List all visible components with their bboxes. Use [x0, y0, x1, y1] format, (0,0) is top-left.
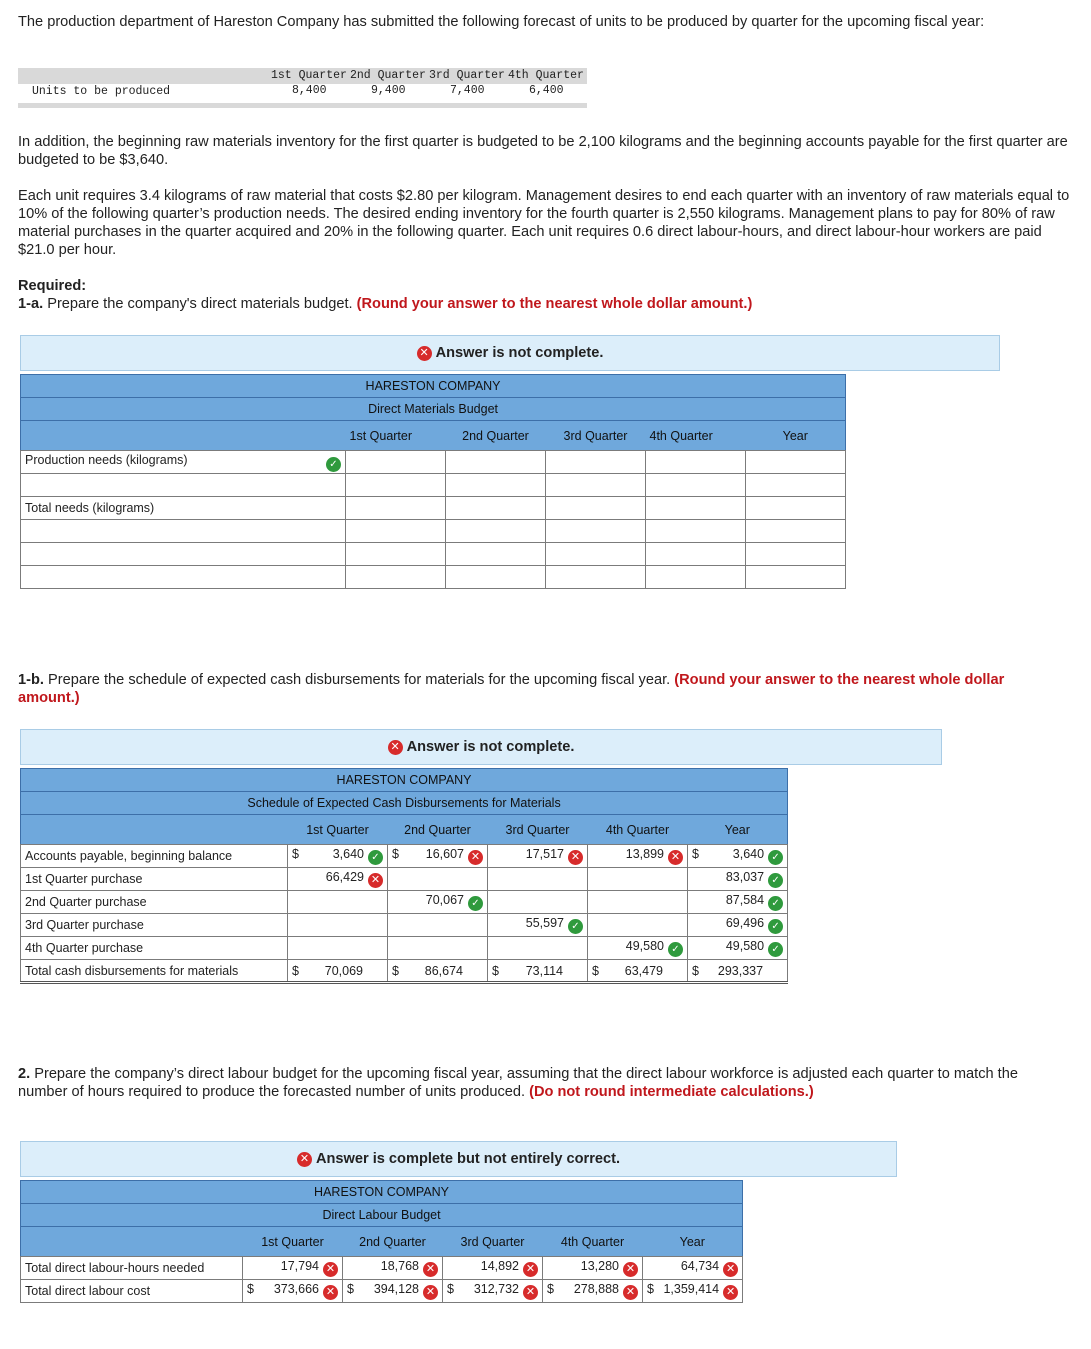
forecast-value-q4: 6,400	[529, 84, 564, 97]
dm-input[interactable]	[446, 451, 546, 474]
forecast-value-q2: 9,400	[371, 84, 406, 97]
dl-cell[interactable]	[443, 1257, 543, 1280]
cd-ap-q2: 16,607	[425, 847, 464, 861]
dl-header-year: Year	[643, 1227, 743, 1257]
forecast-value-q3: 7,400	[450, 84, 485, 97]
x-circle-icon: ✕	[568, 850, 583, 865]
dm-input[interactable]	[546, 566, 646, 589]
check-icon: ✓	[768, 942, 783, 957]
dm-input[interactable]	[446, 497, 546, 520]
cd-cell[interactable]	[388, 914, 488, 937]
dl-hours-q2: 18,768	[380, 1259, 419, 1273]
cd-cell	[288, 960, 388, 983]
cd-cell[interactable]	[588, 937, 688, 960]
q1a-note: (Round your answer to the nearest whole dollar amount.)	[356, 296, 753, 312]
dollar-sign: $	[292, 847, 299, 861]
cd-total-year: 293,337	[717, 963, 764, 978]
dl-cell[interactable]	[543, 1280, 643, 1303]
cd-q1p-q1: 66,429	[325, 870, 364, 884]
cd-total-q3: 73,114	[525, 963, 563, 978]
banner-answer-not-complete-1	[20, 335, 1000, 371]
cd-header-q4: 4th Quarter	[588, 815, 688, 845]
check-icon: ✓	[768, 850, 783, 865]
dl-hours-year: 64,734	[680, 1259, 720, 1273]
check-icon: ✓	[768, 873, 783, 888]
x-circle-icon: ✕	[368, 873, 383, 888]
dl-hours-q1: 17,794	[280, 1259, 319, 1273]
question-1a	[18, 295, 1078, 313]
forecast-header-q1: 1st Quarter	[271, 69, 347, 82]
cd-cell[interactable]	[288, 914, 388, 937]
dl-label-hours: Total direct labour-hours needed	[21, 1257, 243, 1280]
dm-header-q2: 2nd Quarter	[446, 421, 546, 451]
dl-cost-year: 1,359,414	[663, 1282, 720, 1296]
dm-input[interactable]	[346, 566, 446, 589]
check-icon: ✓	[368, 850, 383, 865]
dm-input[interactable]	[646, 474, 746, 497]
dm-input[interactable]	[646, 543, 746, 566]
check-icon: ✓	[768, 919, 783, 934]
cd-cell[interactable]	[488, 891, 588, 914]
dollar-sign: $	[447, 1282, 454, 1296]
dm-row-label[interactable]	[21, 566, 346, 589]
check-icon: ✓	[468, 896, 483, 911]
dollar-sign: $	[692, 847, 699, 861]
dm-company: HARESTON COMPANY	[21, 375, 846, 398]
cd-cell[interactable]	[388, 845, 488, 868]
dollar-sign: $	[392, 963, 399, 978]
dl-cell[interactable]	[643, 1280, 743, 1303]
dm-input[interactable]	[646, 451, 746, 474]
cd-cell[interactable]	[488, 937, 588, 960]
dm-row-production-needs: Production needs (kilograms) ✓	[21, 451, 346, 474]
dm-header-year: Year	[746, 421, 846, 451]
dl-cell[interactable]	[243, 1257, 343, 1280]
q2-note: (Do not round intermediate calculations.)	[529, 1084, 814, 1100]
dl-cost-q2: 394,128	[373, 1282, 419, 1296]
dm-header-q3: 3rd Quarter	[546, 421, 646, 451]
q1b-number: 1-b.	[18, 672, 44, 688]
cd-header-q2: 2nd Quarter	[388, 815, 488, 845]
cd-cell[interactable]	[488, 914, 588, 937]
cd-q4p-q4: 49,580	[625, 939, 664, 953]
dm-input[interactable]	[546, 543, 646, 566]
x-circle-icon: ✕	[523, 1285, 538, 1300]
dm-input[interactable]	[446, 520, 546, 543]
dm-input[interactable]	[746, 451, 846, 474]
forecast-value-q1: 8,400	[292, 84, 327, 97]
cd-q4p-year: 49,580	[725, 939, 765, 953]
x-circle-icon: ✕	[668, 850, 683, 865]
dollar-sign: $	[247, 1282, 254, 1296]
dl-label-cost: Total direct labour cost	[21, 1280, 243, 1303]
dm-row-total-needs: Total needs (kilograms)	[21, 497, 346, 520]
dl-header-q2: 2nd Quarter	[343, 1227, 443, 1257]
dl-cost-q3: 312,732	[473, 1282, 519, 1296]
q1b-note: (Round your answer to the nearest whole dollar amount.)	[18, 672, 1005, 706]
cd-q2p-year: 87,584	[725, 893, 765, 907]
dollar-sign: $	[547, 1282, 554, 1296]
dollar-sign: $	[592, 963, 599, 978]
dl-cell[interactable]	[343, 1280, 443, 1303]
cd-q3p-q3: 55,597	[525, 916, 564, 930]
x-circle-icon: ✕	[423, 1262, 438, 1277]
cd-cell[interactable]	[588, 891, 688, 914]
forecast-row-label: Units to be produced	[32, 85, 171, 98]
x-circle-icon: ✕	[323, 1285, 338, 1300]
cd-cell[interactable]	[288, 868, 388, 891]
x-circle-icon: ✕	[323, 1262, 338, 1277]
dl-company: HARESTON COMPANY	[21, 1181, 743, 1204]
cd-cell[interactable]	[388, 868, 488, 891]
dollar-sign: $	[647, 1282, 654, 1296]
dm-input[interactable]	[346, 520, 446, 543]
dl-cell[interactable]	[343, 1257, 443, 1280]
cd-header-q3: 3rd Quarter	[488, 815, 588, 845]
cd-ap-q1: 3,640	[332, 847, 364, 861]
cd-label-q3-purchase: 3rd Quarter purchase	[21, 914, 288, 937]
dm-input[interactable]	[646, 520, 746, 543]
cd-cell[interactable]	[588, 914, 688, 937]
dl-hours-q4: 13,280	[580, 1259, 619, 1273]
cd-cell[interactable]	[288, 891, 388, 914]
forecast-header-q2: 2nd Quarter	[350, 69, 426, 82]
cd-label-ap: Accounts payable, beginning balance	[21, 845, 288, 868]
cd-total-q1: 70,069	[324, 963, 363, 978]
dl-cost-q4: 278,888	[573, 1282, 619, 1296]
dollar-sign: $	[347, 1282, 354, 1296]
dl-title: Direct Labour Budget	[21, 1204, 743, 1227]
check-icon: ✓	[568, 919, 583, 934]
para-requirements: Each unit requires 3.4 kilograms of raw material that costs $2.80 per kilogram. Management desires to end each quarter with an inventory of raw materials equal to 10% of the following quarter’s production needs. The desired ending inventory for the fourth quarter is 2,550 kilograms. Management plans to pay for 80% of raw material purchases in the quarter acquired and 20% in the following quarter. Each unit requires 0.6 direct labour-hours, and direct labour-hour workers are paid $21.0 per hour.	[18, 188, 1070, 258]
dl-hours-q3: 14,892	[480, 1259, 519, 1273]
dl-header-q3: 3rd Quarter	[443, 1227, 543, 1257]
cd-total-q4: 63,479	[624, 963, 663, 978]
x-circle-icon: ✕	[623, 1285, 638, 1300]
dl-cell[interactable]	[643, 1257, 743, 1280]
dm-row-label[interactable]	[21, 520, 346, 543]
banner-text: Answer is not complete.	[406, 739, 575, 755]
dm-input[interactable]	[446, 543, 546, 566]
dm-input[interactable]	[646, 497, 746, 520]
dm-header-q1: 1st Quarter	[346, 421, 446, 451]
cd-cell[interactable]	[288, 937, 388, 960]
cd-cell[interactable]	[388, 891, 488, 914]
dm-row-label[interactable]	[21, 474, 346, 497]
dl-header-q4: 4th Quarter	[543, 1227, 643, 1257]
question-1b	[18, 671, 1018, 707]
dl-cell[interactable]	[543, 1257, 643, 1280]
cash-disbursements-table	[20, 768, 788, 984]
dm-input[interactable]	[746, 520, 846, 543]
dm-header-q4: 4th Quarter	[646, 421, 746, 451]
dm-input[interactable]	[546, 497, 646, 520]
cd-cell	[688, 960, 788, 983]
cd-cell[interactable]	[688, 937, 788, 960]
cd-cell	[588, 960, 688, 983]
dm-input[interactable]	[446, 474, 546, 497]
x-circle-icon: ✕	[468, 850, 483, 865]
cd-cell[interactable]	[688, 868, 788, 891]
cd-label-q2-purchase: 2nd Quarter purchase	[21, 891, 288, 914]
banner-answer-not-complete-2	[20, 729, 942, 765]
x-circle-icon: ✕	[417, 346, 432, 361]
dm-input[interactable]	[646, 566, 746, 589]
cd-header-q1: 1st Quarter	[288, 815, 388, 845]
x-circle-icon: ✕	[388, 740, 403, 755]
cd-title: Schedule of Expected Cash Disbursements for Materials	[21, 792, 788, 815]
dm-input[interactable]	[746, 543, 846, 566]
x-circle-icon: ✕	[297, 1152, 312, 1167]
dm-input[interactable]	[346, 474, 446, 497]
x-circle-icon: ✕	[423, 1285, 438, 1300]
cd-ap-year: 3,640	[732, 847, 765, 861]
cd-ap-q4: 13,899	[625, 847, 664, 861]
x-circle-icon: ✕	[523, 1262, 538, 1277]
dm-input[interactable]	[346, 497, 446, 520]
x-circle-icon: ✕	[623, 1262, 638, 1277]
dollar-sign: $	[392, 847, 399, 861]
dm-input[interactable]	[746, 474, 846, 497]
banner-text: Answer is complete but not entirely correct.	[315, 1151, 621, 1167]
dm-input[interactable]	[746, 566, 846, 589]
dm-input[interactable]	[446, 566, 546, 589]
cd-cell	[388, 960, 488, 983]
dl-cell[interactable]	[443, 1280, 543, 1303]
direct-materials-table	[20, 374, 846, 589]
cd-cell[interactable]	[488, 845, 588, 868]
direct-labour-table	[20, 1180, 743, 1303]
dollar-sign: $	[492, 963, 499, 978]
dl-cost-q1: 373,666	[273, 1282, 319, 1296]
dm-input[interactable]	[746, 497, 846, 520]
cd-q2p-q2: 70,067	[425, 893, 464, 907]
question-2	[18, 1065, 1068, 1101]
cd-label-total: Total cash disbursements for materials	[21, 960, 288, 983]
q1a-text: Prepare the company's direct materials budget.	[43, 296, 357, 312]
cd-header-year: Year	[688, 815, 788, 845]
q1b-text: Prepare the schedule of expected cash disbursements for materials for the upcoming fiscal year.	[43, 672, 675, 688]
cd-ap-q3: 17,517	[525, 847, 564, 861]
cd-cell[interactable]	[588, 845, 688, 868]
para-inventory: In addition, the beginning raw materials inventory for the first quarter is budgeted to be 2,100 kilograms and the beginning accounts payable for the first quarter are budgeted to be $3,640.	[18, 134, 1068, 168]
cd-q1p-year: 83,037	[725, 870, 765, 884]
cd-cell[interactable]	[688, 891, 788, 914]
cd-label-q1-purchase: 1st Quarter purchase	[21, 868, 288, 891]
dm-row-label[interactable]	[21, 543, 346, 566]
check-icon: ✓	[668, 942, 683, 957]
banner-text: Answer is not complete.	[435, 345, 604, 361]
dl-cell[interactable]	[243, 1280, 343, 1303]
cd-cell[interactable]	[688, 914, 788, 937]
cd-cell[interactable]	[288, 845, 388, 868]
dl-header-q1: 1st Quarter	[243, 1227, 343, 1257]
check-icon: ✓	[768, 896, 783, 911]
cd-cell[interactable]	[388, 937, 488, 960]
cd-cell	[488, 960, 588, 983]
required-label: Required:	[18, 278, 87, 294]
dm-input[interactable]	[546, 520, 646, 543]
q2-number: 2.	[18, 1066, 31, 1082]
cd-label-q4-purchase: 4th Quarter purchase	[21, 937, 288, 960]
cd-q3p-year: 69,496	[725, 916, 765, 930]
dollar-sign: $	[292, 963, 299, 978]
dm-input[interactable]	[546, 451, 646, 474]
dm-input[interactable]	[346, 451, 446, 474]
cd-cell[interactable]	[688, 845, 788, 868]
cd-total-q2: 86,674	[424, 963, 463, 978]
forecast-header-q3: 3rd Quarter	[429, 69, 505, 82]
dm-input[interactable]	[546, 474, 646, 497]
cd-cell[interactable]	[588, 868, 688, 891]
intro-text: The production department of Hareston Company has submitted the following forecast of units to be produced by quarter for the upcoming fiscal year:	[18, 14, 985, 30]
q1a-number: 1-a.	[18, 296, 44, 312]
x-circle-icon: ✕	[723, 1285, 738, 1300]
banner-answer-partially-correct	[20, 1141, 897, 1177]
x-circle-icon: ✕	[723, 1262, 738, 1277]
q2-text: Prepare the company’s direct labour budget for the upcoming fiscal year, assuming that the direct labour workforce is adjusted each quarter to match the number of hours required to produce the forecasted number of units produced.	[18, 1066, 1018, 1100]
dm-input[interactable]	[346, 543, 446, 566]
forecast-header-q4: 4th Quarter	[508, 69, 584, 82]
check-icon: ✓	[326, 457, 341, 472]
cd-company: HARESTON COMPANY	[21, 769, 788, 792]
forecast-footer-bar	[18, 103, 587, 108]
dollar-sign: $	[692, 963, 699, 978]
cd-cell[interactable]	[488, 868, 588, 891]
dm-title: Direct Materials Budget	[21, 398, 846, 421]
